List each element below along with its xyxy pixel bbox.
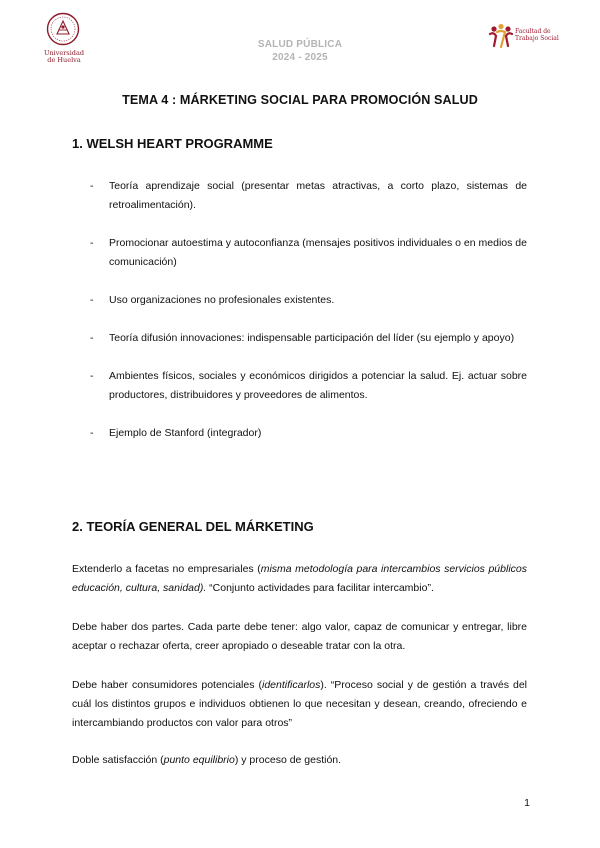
university-logo xyxy=(40,12,88,68)
university-logo-text: Universidad de Huelva xyxy=(44,49,84,64)
section-heading-marketing-theory: 2. TEORÍA GENERAL DEL MÁRKETING xyxy=(72,519,314,534)
list-item: - Uso organizaciones no profesionales existentes. xyxy=(90,291,527,310)
welsh-heart-list xyxy=(90,177,527,443)
academic-year: 2024 - 2025 xyxy=(272,52,328,63)
paragraph-extend-marketing: Extenderlo a facetas no empresariales (misma metodología para intercambios servicios públicos educación, cultura, sanidad). “Conjunto actividades para facilitar intercambio”. xyxy=(72,563,527,594)
section-heading-welsh-heart: 1. WELSH HEART PROGRAMME xyxy=(72,136,273,151)
university-seal-icon xyxy=(46,12,80,46)
list-item: - Ejemplo de Stanford (integrador) xyxy=(90,424,527,443)
list-item: - Teoría difusión innovaciones: indispensable participación del líder (su ejemplo y apoyo) xyxy=(90,329,527,348)
paragraph-double-satisfaction: Doble satisfacción (punto equilibrio) y proceso de gestión. xyxy=(72,754,342,766)
header-course-info xyxy=(200,38,400,64)
document-title: TEMA 4 : MÁRKETING SOCIAL PARA PROMOCIÓN SALUD xyxy=(122,93,478,107)
list-item: - Teoría aprendizaje social (presentar metas atractivas, a corto plazo, sistemas de retroalimentación). xyxy=(90,177,527,215)
faculty-figures-icon xyxy=(487,22,515,50)
list-item: - Promocionar autoestima y autoconfianza (mensajes positivos individuales o en medios de comunicación) xyxy=(90,234,527,272)
faculty-logo-text: Facultad de Trabajo Social xyxy=(515,28,559,42)
list-item: - Ambientes físicos, sociales y económicos dirigidos a potenciar la salud. Ej. actuar sobre productores, distribuidores y proveedores de alimentos. xyxy=(90,367,527,405)
page-number: 1 xyxy=(524,797,530,809)
faculty-logo xyxy=(487,22,577,52)
paragraph-two-parties: Debe haber dos partes. Cada parte debe tener: algo valor, capaz de comunicar y entregar, libre aceptar o rechazar oferta, creer apropiado o deseable tratar con la otra. xyxy=(72,621,527,652)
page-header xyxy=(0,0,600,80)
course-name: SALUD PÚBLICA xyxy=(257,39,343,50)
paragraph-potential-consumers: Debe haber consumidores potenciales (identificarlos). “Proceso social y de gestión a través del cuál los distintos grupos e individuos obtienen lo que necesitan y desean, creando, ofreciendo e intercambiando productos con valor para otros” xyxy=(72,679,527,729)
